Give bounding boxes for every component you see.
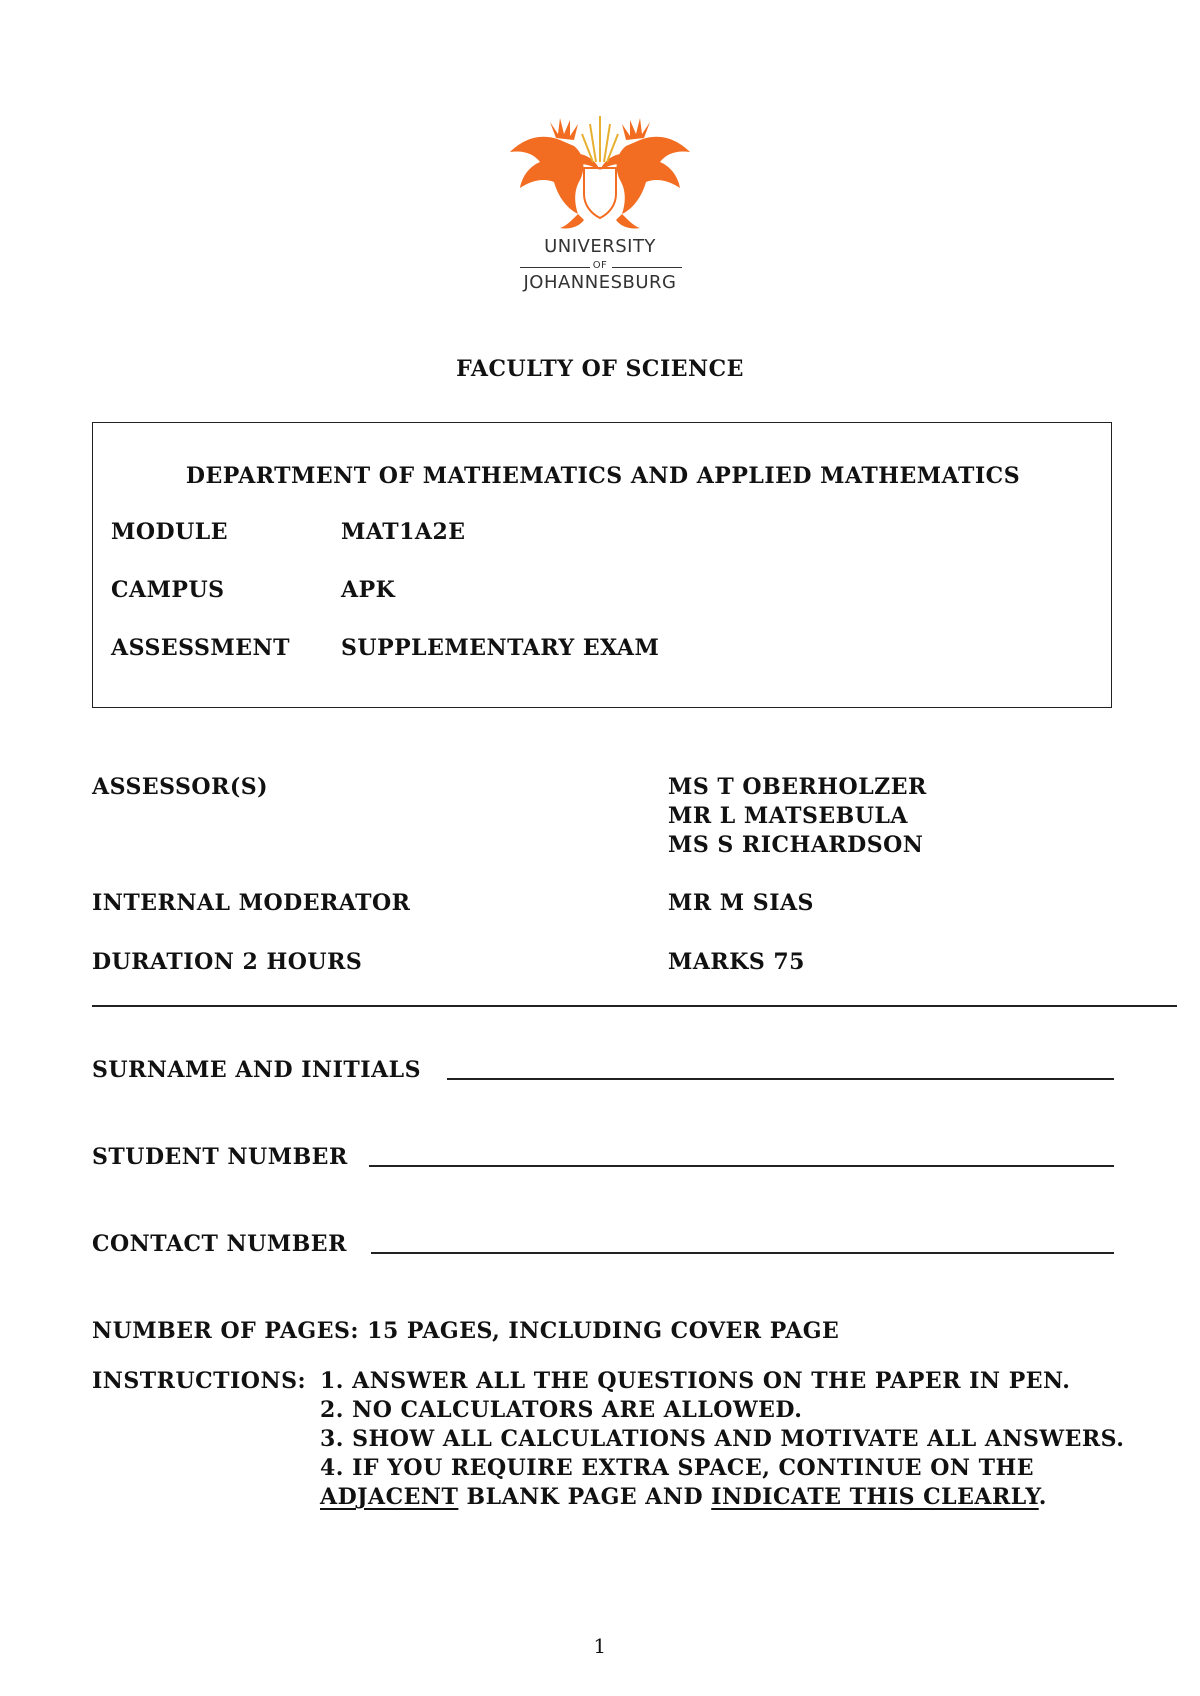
assessor-name: MR L MATSEBULA xyxy=(668,803,908,829)
surname-input-line[interactable] xyxy=(447,1078,1114,1080)
department-title: DEPARTMENT OF MATHEMATICS AND APPLIED MATHEMATICS xyxy=(185,463,1021,489)
number-of-pages: NUMBER OF PAGES: 15 PAGES, INCLUDING COVER PAGE xyxy=(92,1318,840,1344)
department-box xyxy=(92,422,1112,708)
moderator-value: MR M SIAS xyxy=(668,890,814,916)
logo-of-text: OF xyxy=(592,260,608,271)
student-number-input-line[interactable] xyxy=(369,1165,1114,1167)
assessment-label: ASSESSMENT xyxy=(111,635,291,661)
module-label: MODULE xyxy=(111,519,229,545)
assessment-value: SUPPLEMENTARY EXAM xyxy=(341,635,660,661)
instruction-middle-text: BLANK PAGE AND xyxy=(458,1484,712,1510)
instruction-item-continued xyxy=(320,1484,1047,1510)
page-number: 1 xyxy=(593,1634,607,1658)
section-divider xyxy=(92,1005,1177,1007)
campus-label: CAMPUS xyxy=(111,577,225,603)
duration-text: DURATION 2 HOURS xyxy=(92,949,363,975)
university-logo xyxy=(490,110,710,300)
assessors-label: ASSESSOR(S) xyxy=(92,774,269,800)
assessor-name: MS T OBERHOLZER xyxy=(668,774,927,800)
campus-value: APK xyxy=(341,577,396,603)
instruction-item: 2. NO CALCULATORS ARE ALLOWED. xyxy=(320,1397,803,1423)
hoopoe-birds-emblem-icon xyxy=(500,110,700,230)
instruction-item: 4. IF YOU REQUIRE EXTRA SPACE, CONTINUE ON THE xyxy=(320,1455,1035,1481)
instructions-label: INSTRUCTIONS: xyxy=(92,1368,307,1394)
assessor-name: MS S RICHARDSON xyxy=(668,832,924,858)
marks-text: MARKS 75 xyxy=(668,949,805,975)
logo-university-text: UNIVERSITY xyxy=(544,236,656,257)
faculty-title: FACULTY OF SCIENCE xyxy=(456,356,744,382)
logo-divider-right xyxy=(612,267,682,268)
contact-number-input-line[interactable] xyxy=(371,1252,1114,1254)
module-value: MAT1A2E xyxy=(341,519,466,545)
instruction-item: 1. ANSWER ALL THE QUESTIONS ON THE PAPER IN PEN. xyxy=(320,1368,1071,1394)
contact-number-label: CONTACT NUMBER xyxy=(92,1231,347,1257)
instruction-item: 3. SHOW ALL CALCULATIONS AND MOTIVATE ALL ANSWERS. xyxy=(320,1426,1125,1452)
surname-label: SURNAME AND INITIALS xyxy=(92,1057,422,1083)
logo-johannesburg-text: JOHANNESBURG xyxy=(523,272,677,293)
instruction-end-text: . xyxy=(1038,1484,1047,1510)
moderator-label: INTERNAL MODERATOR xyxy=(92,890,411,916)
indicate-underlined: INDICATE THIS CLEARLY xyxy=(711,1484,1039,1510)
adjacent-underlined: ADJACENT xyxy=(320,1484,459,1510)
student-number-label: STUDENT NUMBER xyxy=(92,1144,348,1170)
